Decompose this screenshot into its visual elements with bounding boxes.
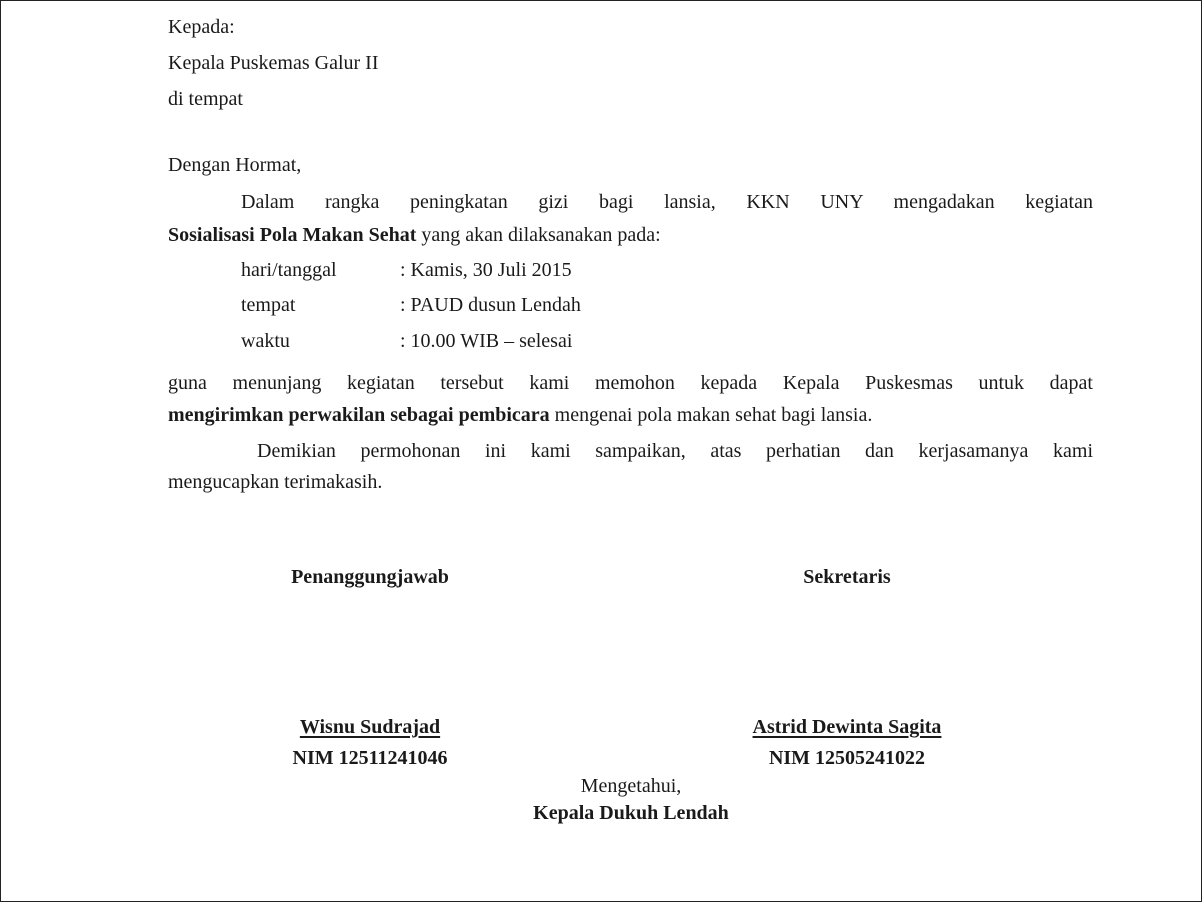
approval-label: Mengetahui, [580,775,682,797]
request-highlight: mengirimkan perwakilan sebagai pembicara [168,404,550,426]
detail-value-date: : Kamis, 30 Juli 2015 [400,259,572,281]
closing-line2: mengucapkan terimakasih. [168,471,383,493]
signature-right-role: Sekretaris [803,566,891,588]
salutation: Dengan Hormat, [168,154,302,176]
detail-label-date: hari/tanggal [241,259,337,281]
signature-right-nim: NIM 12505241022 [768,747,926,769]
detail-value-place: : PAUD dusun Lendah [400,294,581,316]
signature-left-nim: NIM 12511241046 [292,747,448,769]
detail-value-time: : 10.00 WIB – selesai [400,330,573,352]
paragraph1-line2 [168,222,661,248]
recipient-location: di tempat [168,88,243,110]
approval-role: Kepala Dukuh Lendah [533,802,729,824]
paragraph1-line2-rest: yang akan dilaksanakan pada: [416,224,661,246]
detail-label-time: waktu [241,330,290,352]
to-label: Kepada: [168,16,235,38]
closing-line1: Demikian permohonan ini kami sampaikan, atas perhatian dan kerjasamanya kami [257,440,1093,462]
signature-left-name-wrap [220,714,520,740]
paragraph2-line2-rest: mengenai pola makan sehat bagi lansia. [549,404,873,426]
signature-right-name-wrap [697,714,997,740]
paragraph1-line1: Dalam rangka peningkatan gizi bagi lansia, KKN UNY mengadakan kegiatan [241,191,1093,213]
recipient: Kepala Puskemas Galur II [168,52,379,74]
signature-left-role: Penanggungjawab [291,566,449,588]
signature-left-name: Wisnu Sudrajad [299,716,441,738]
paragraph2-line2 [168,402,872,428]
paragraph2-line1: guna menunjang kegiatan tersebut kami memohon kepada Kepala Puskesmas untuk dapat [168,372,1093,394]
signature-right-name: Astrid Dewinta Sagita [752,716,942,738]
detail-label-place: tempat [241,294,296,316]
event-name: Sosialisasi Pola Makan Sehat [168,224,417,246]
